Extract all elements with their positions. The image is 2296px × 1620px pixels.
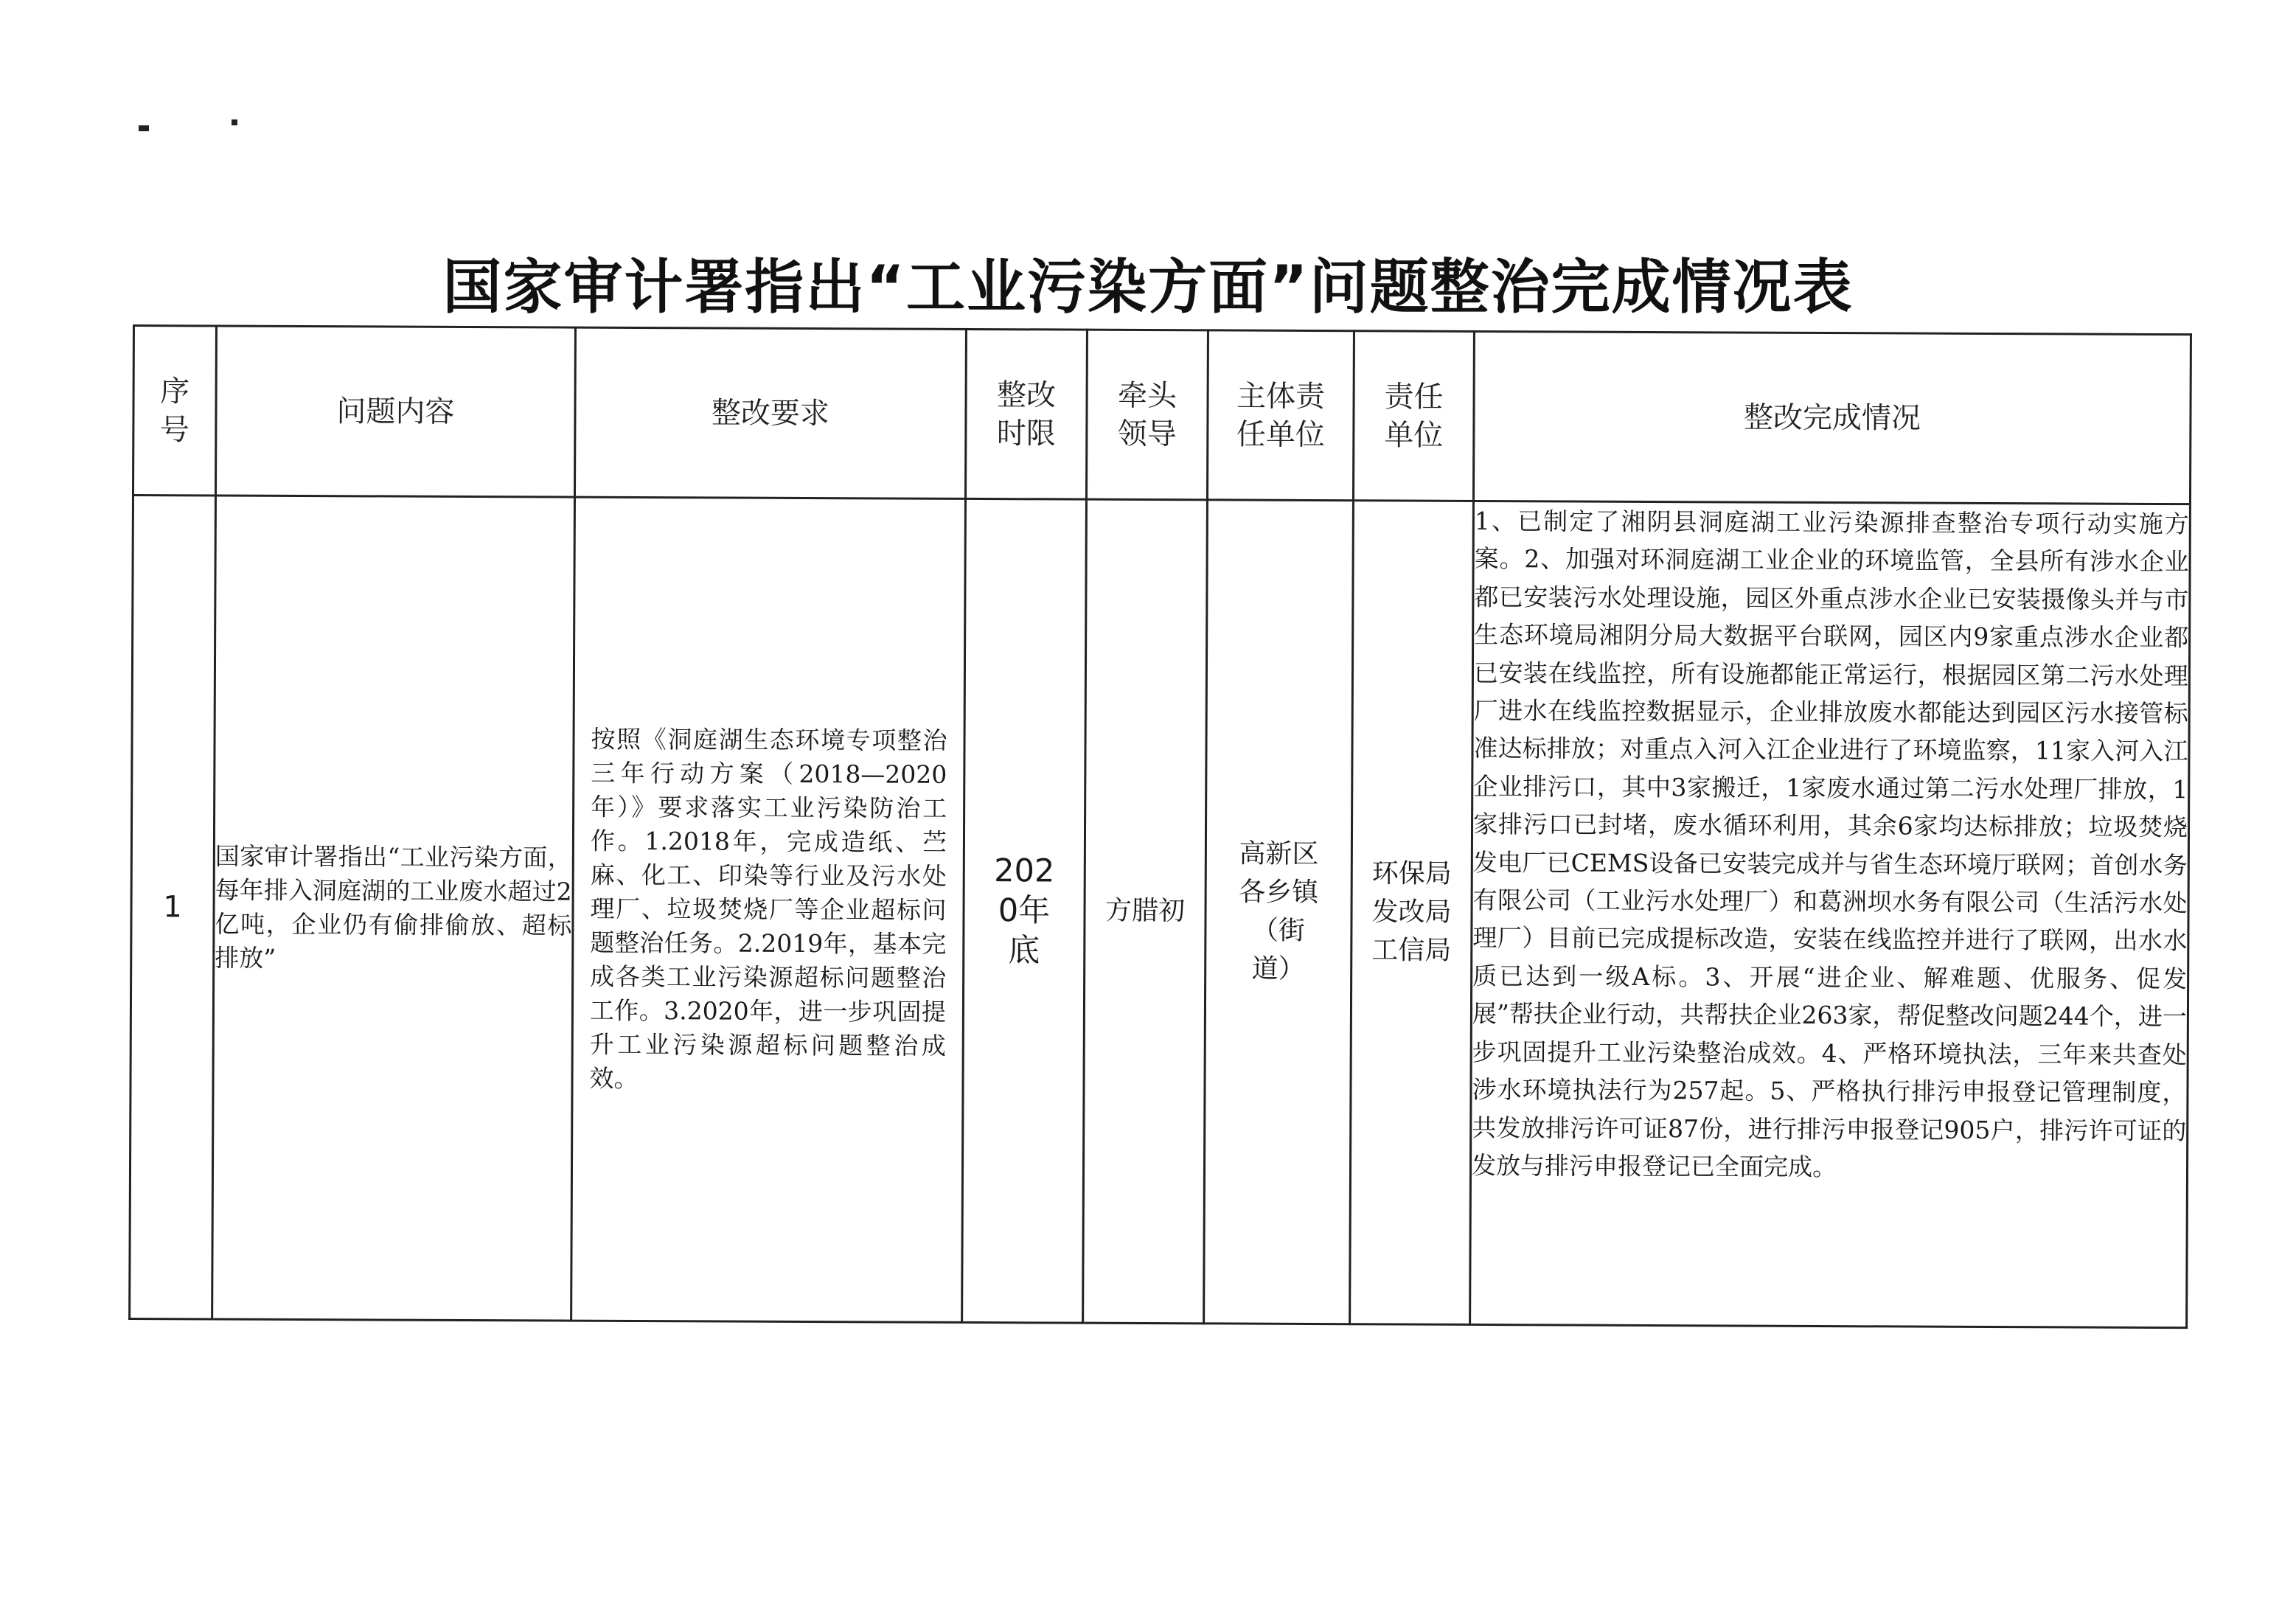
header-leader: 牵头领导 xyxy=(1086,330,1208,500)
header-seq: 序号 xyxy=(133,326,216,496)
cell-main-unit: 高新区各乡镇（街道） xyxy=(1204,500,1354,1324)
scan-speck xyxy=(232,119,237,125)
cell-leader: 方腊初 xyxy=(1083,499,1208,1324)
cell-deadline: 2020年底 xyxy=(962,498,1087,1323)
header-requirement: 整改要求 xyxy=(574,327,966,498)
table-row xyxy=(130,496,2191,1328)
scan-speck xyxy=(139,125,149,131)
cell-problem: 国家审计署指出“工业污染方面，每年排入洞庭湖的工业废水超过2亿吨，企业仍有偷排偷放、超标排放” xyxy=(212,496,575,1321)
cell-requirement: 按照《洞庭湖生态环境专项整治三年行动方案（2018—2020年）》要求落实工业污染防治工作。1.2018年，完成造纸、苎麻、化工、印染等行业及污水处理厂、垃圾焚烧厂等企业超标问题整治任务。2.2019年，基本完成各类工业污染源超标问题整治工作。3.2020年，进一步巩固提升工业污染源超标问题整治成效。 xyxy=(571,497,966,1322)
cell-status: 1、已制定了湘阴县洞庭湖工业污染源排查整治专项行动实施方案。2、加强对环洞庭湖工业企业的环境监管，全县所有涉水企业都已安装污水处理设施，园区外重点涉水企业已安装摄像头并与市生态环境局湘阴分局大数据平台联网，园区内9家重点涉水企业都已安装在线监控，所有设施都能正常运行，根据园区第二污水处理厂进水在线监控数据显示，企业排放废水都能达到园区污水接管标准达标排放；对重点入河入江企业进行了环境监察，11家入河入江企业排污口，其中3家搬迁，1家废水通过第二污水处理厂排放，1家排污口已封堵，废水循环利用，其余6家均达标排放；垃圾焚烧发电厂已CEMS设备已安装完成并与省生态环境厅联网；首创水务有限公司（工业污水处理厂）和葛洲坝水务有限公司（生活污水处理厂）目前已完成提标改造，安装在线监控并进行了联网，出水水质已达到一级A标。3、开展“进企业、解难题、优服务、促发展”帮扶企业行动，共帮扶企业263家，帮促整改问题244个，进一步巩固提升工业污染整治成效。4、严格环境执法，三年来共查处涉水环境执法行为257起。5、严格执行排污申报登记管理制度，共发放排污许可证87份，进行排污申报登记905户，排污许可证的发放与排污申报登记已全面完成。 xyxy=(1470,501,2191,1327)
header-problem: 问题内容 xyxy=(215,326,575,497)
cell-seq: 1 xyxy=(130,496,216,1319)
header-deadline: 整改时限 xyxy=(965,329,1087,499)
header-status: 整改完成情况 xyxy=(1473,331,2191,504)
header-main-unit: 主体责任单位 xyxy=(1207,330,1354,501)
header-resp-unit: 责任单位 xyxy=(1353,331,1474,501)
cell-resp-unit: 环保局发改局工信局 xyxy=(1350,501,1474,1325)
document-title: 国家审计署指出“工业污染方面”问题整治完成情况表 xyxy=(442,253,1854,321)
table-header-row xyxy=(133,326,2191,504)
rectification-table xyxy=(128,324,2192,1329)
